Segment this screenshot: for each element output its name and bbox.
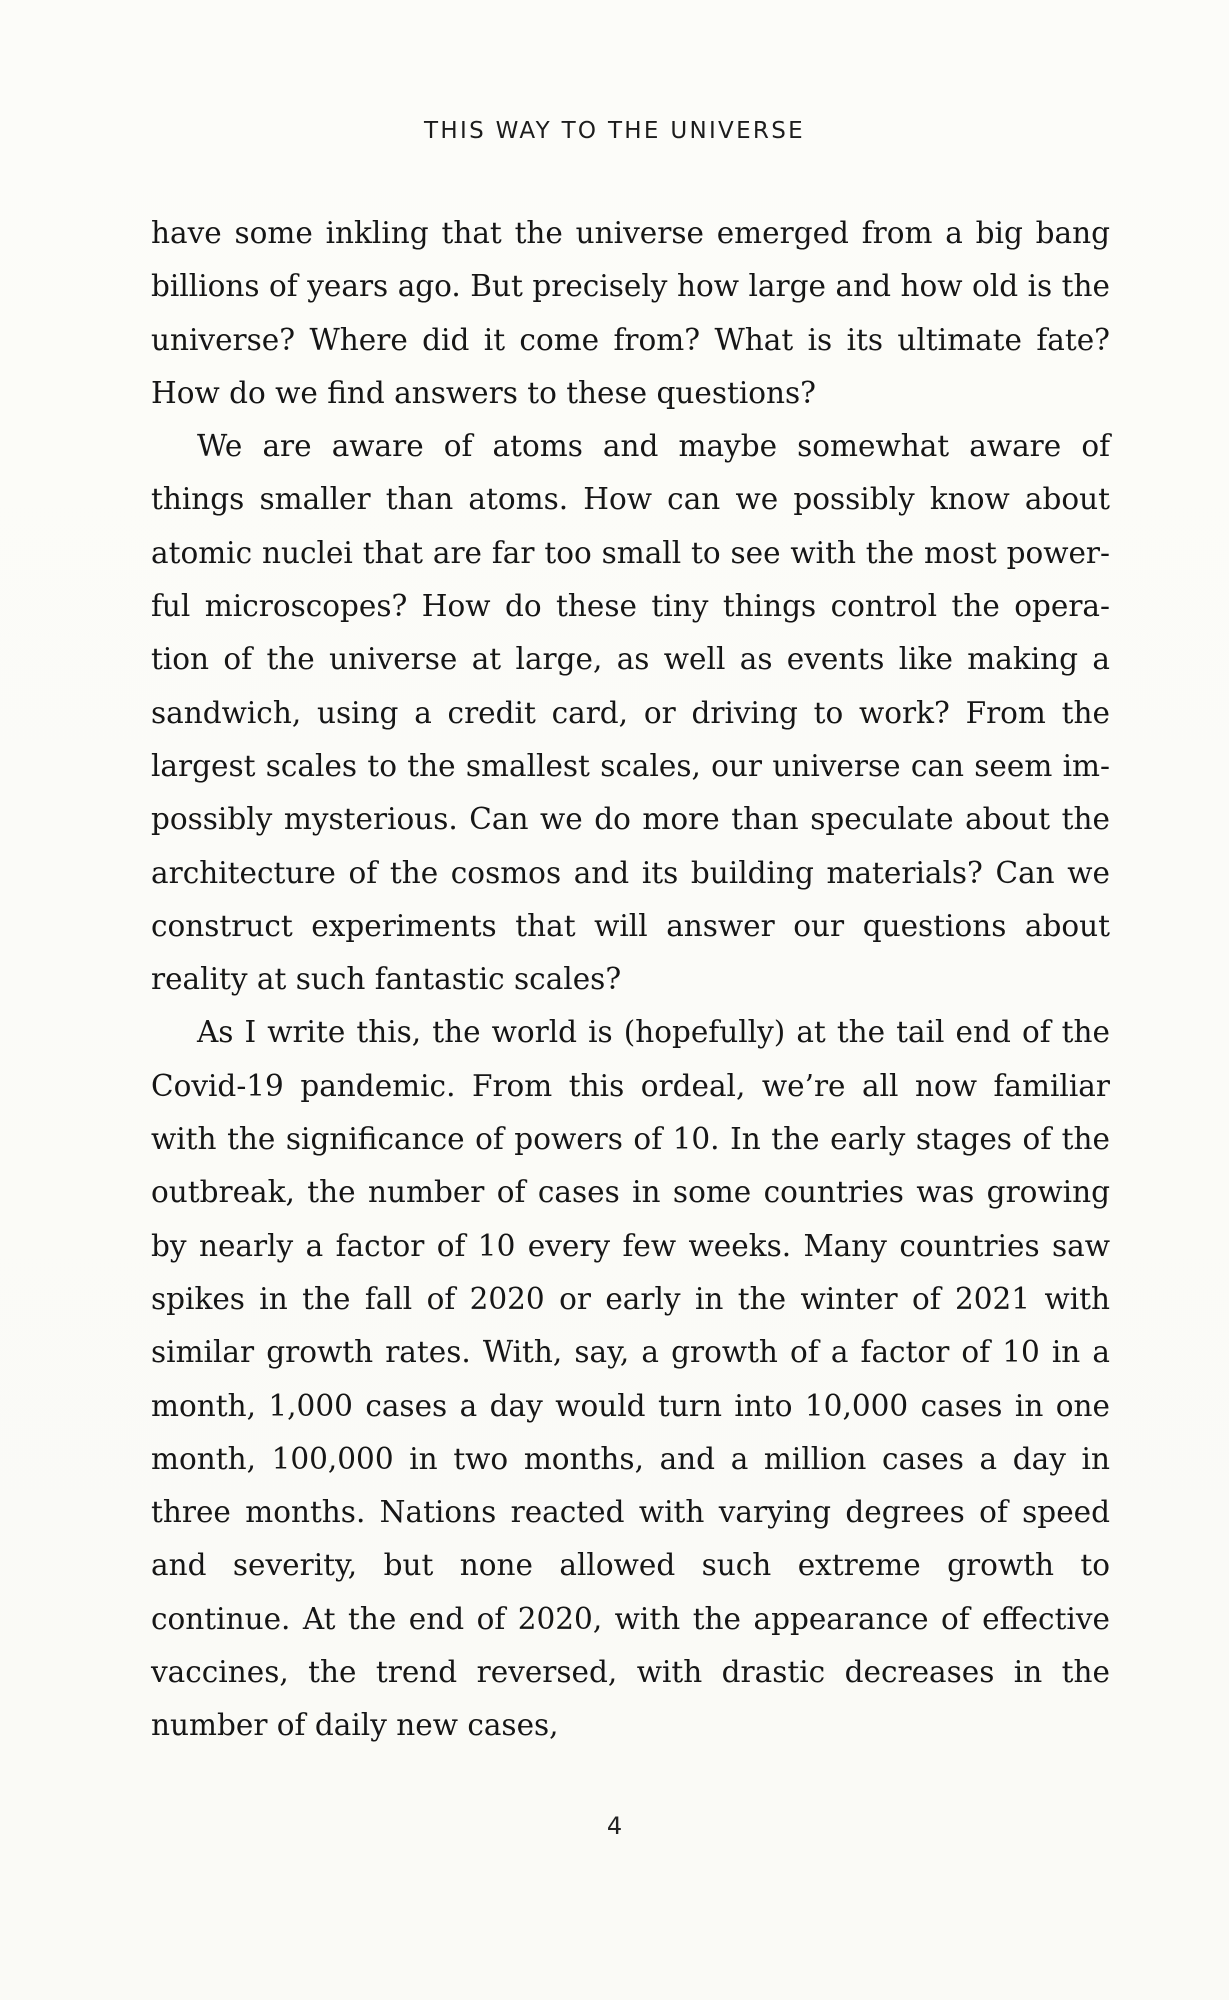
paragraph-continuation: have some inkling that the universe emerged from a big bang billions of years ago. But precisely how large and how old is the universe? Where did it come from? What is its ultimate fate? How do we find answers to these questions? (151, 216, 1110, 410)
page-number: 4 (606, 1812, 623, 1840)
body-text (151, 207, 1110, 1753)
paragraph-covid: As I write this, the world is (hopefully) at the tail end of the Covid-19 pandemic. From this ordeal, we’re all now familiar with the significance of powers of 10. In the early stages of the outbreak, the number of cases in some countries was growing by nearly a factor of 10 every few weeks. Many countries saw spikes in the fall of 2020 or early in the winter of 2021 with similar growth rates. With, say, a growth of a factor of 10 in a month, 1,000 cases a day would turn into 10,000 cases in one month, 100,000 in two months, and a million cases a day in three months. Nations reacted with varying degrees of speed and severity, but none allowed such extreme growth to continue. At the end of 2020, with the appearance of effective vaccines, the trend reversed, with drastic decreases in the number of daily new cases, (151, 1015, 1110, 1743)
running-head: THIS WAY TO THE UNIVERSE (424, 118, 805, 144)
paragraph-atoms: We are aware of atoms and maybe somewhat aware of things smaller than atoms. How can we possibly know about atomic nuclei that are far too small to see with the most powerful microscopes? How do these tiny things control the operation of the universe at large, as well as events like making a sandwich, using a credit card, or driving to work? From the largest scales to the smallest scales, our universe can seem impossibly mysterious. Can we do more than speculate about the architecture of the cosmos and its building materials? Can we construct experiments that will answer our questions about reality at such fantastic scales? (151, 429, 1110, 997)
